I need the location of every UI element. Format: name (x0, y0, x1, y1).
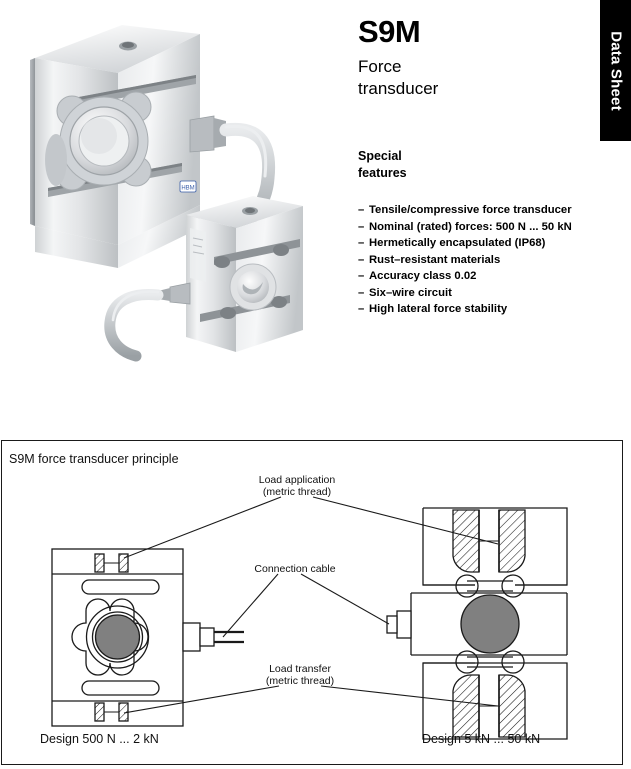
label-connection-cable: Connection cable (254, 563, 336, 575)
feature-label: Tensile/compressive force transducer (369, 204, 572, 216)
bullet-dash-icon: – (358, 237, 365, 250)
caption-left-design: Design 500 N ... 2 kN (40, 732, 159, 746)
label-load-transfer-line1: Load transfer (269, 663, 331, 675)
principle-panel-title: S9M force transducer principle (9, 452, 179, 466)
feature-label: Six–wire circuit (369, 286, 452, 299)
data-sheet-tab-label: Data Sheet (607, 30, 624, 111)
product-subtitle (358, 56, 588, 101)
svg-text:HBM: HBM (181, 185, 195, 192)
bullet-dash-icon: – (358, 286, 365, 299)
feature-label: High lateral force stability (369, 303, 508, 316)
list-item (358, 302, 573, 317)
feature-label: Hermetically encapsulated (IP68) (369, 237, 546, 250)
data-sheet-tab (600, 0, 631, 141)
measuring-body-right (461, 595, 519, 653)
list-item (358, 286, 573, 301)
product-subtitle-line2: transducer (358, 78, 439, 98)
bullet-dash-icon: – (358, 303, 365, 316)
product-subtitle-line1: Force (358, 56, 402, 76)
measuring-body-left (96, 615, 140, 659)
product-header (358, 16, 588, 100)
feature-label: Rust–resistant materials (369, 253, 501, 266)
special-features-heading-line1: Special (358, 149, 402, 163)
special-features-heading (358, 148, 558, 182)
list-item (358, 220, 573, 235)
list-item (358, 269, 573, 284)
product-photos-svg (0, 0, 350, 400)
bullet-dash-icon: – (358, 270, 365, 283)
bullet-dash-icon: – (358, 204, 365, 216)
caption-right-design: Design 5 kN ... 50 kN (422, 732, 541, 746)
list-item (358, 236, 573, 251)
bullet-dash-icon: – (358, 253, 365, 266)
page-title: S9M (358, 14, 421, 49)
diagram-right-design (387, 508, 567, 739)
label-load-transfer-line2: (metric thread) (265, 675, 335, 687)
label-load-application-line1: Load application (258, 474, 336, 486)
feature-label: Nominal (rated) forces: 500 N ... 50 kN (369, 220, 572, 233)
special-features-list (358, 203, 573, 319)
list-item (358, 253, 573, 268)
product-photo-group (0, 0, 350, 400)
bullet-dash-icon: – (358, 220, 365, 233)
feature-label: Accuracy class 0.02 (369, 270, 477, 283)
label-load-application-line2: (metric thread) (262, 486, 332, 498)
principle-diagram (1, 441, 623, 765)
special-features-heading-line2: features (358, 165, 407, 180)
diagram-left-design (52, 549, 244, 726)
list-item (358, 203, 573, 218)
